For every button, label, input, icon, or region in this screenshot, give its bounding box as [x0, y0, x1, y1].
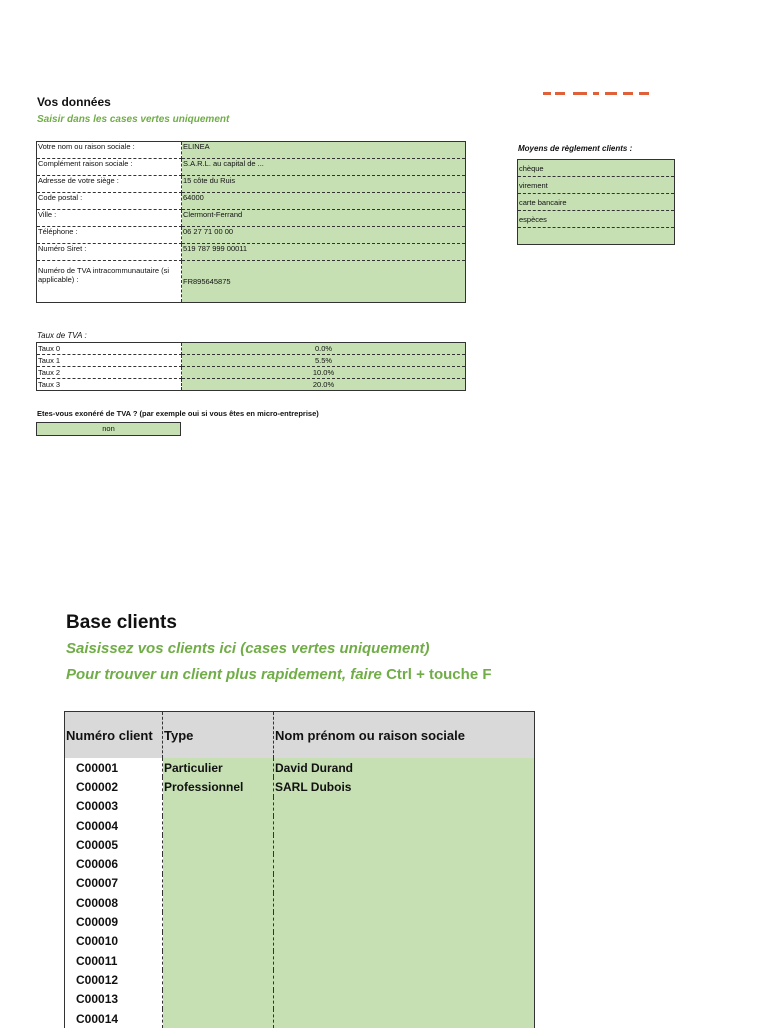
client-name-cell[interactable]	[274, 874, 535, 893]
data-label: Adresse de votre siège :	[37, 176, 182, 193]
client-type-cell[interactable]	[163, 893, 274, 912]
tva-rates-table	[36, 342, 466, 391]
client-number: C00004	[65, 816, 163, 835]
data-row	[37, 227, 466, 244]
tva-value-cell[interactable]: 0.0%	[182, 343, 466, 355]
client-number: C00011	[65, 951, 163, 970]
data-value-cell[interactable]: FR895645875	[182, 261, 466, 303]
header-type: Type	[163, 712, 274, 759]
client-name-cell[interactable]	[274, 797, 535, 816]
tva-row	[37, 379, 466, 391]
client-name-cell[interactable]: David Durand	[274, 758, 535, 777]
client-number: C00007	[65, 874, 163, 893]
data-value-cell[interactable]: 15 côte du Ruis	[182, 176, 466, 193]
data-value-cell[interactable]: Clermont-Ferrand	[182, 210, 466, 227]
data-label: Téléphone :	[37, 227, 182, 244]
tva-title: Taux de TVA :	[37, 331, 87, 340]
tva-row	[37, 355, 466, 367]
data-row	[37, 244, 466, 261]
tva-value-cell[interactable]: 5.5%	[182, 355, 466, 367]
client-type-cell[interactable]: Particulier	[163, 758, 274, 777]
client-name-cell[interactable]	[274, 835, 535, 854]
client-type-cell[interactable]	[163, 854, 274, 873]
client-number: C00010	[65, 932, 163, 951]
payment-title: Moyens de règlement clients :	[518, 144, 633, 153]
data-value-cell[interactable]: S.A.R.L. au capital de ...	[182, 159, 466, 176]
client-name-cell[interactable]	[274, 893, 535, 912]
client-type-cell[interactable]	[163, 835, 274, 854]
section-title: Vos données	[37, 95, 111, 109]
client-row	[65, 912, 535, 931]
client-name-cell[interactable]	[274, 854, 535, 873]
tva-label: Taux 3	[37, 379, 182, 391]
client-type-cell[interactable]	[163, 932, 274, 951]
client-number: C00008	[65, 893, 163, 912]
client-name-cell[interactable]	[274, 990, 535, 1009]
tva-value-cell[interactable]: 20.0%	[182, 379, 466, 391]
data-value-cell[interactable]: 64000	[182, 193, 466, 210]
client-number: C00006	[65, 854, 163, 873]
payment-method-cell[interactable]	[518, 228, 675, 245]
tva-label: Taux 0	[37, 343, 182, 355]
client-name-cell[interactable]: SARL Dubois	[274, 777, 535, 796]
search-hint-keys: Ctrl + touche F	[386, 666, 492, 683]
client-number: C00012	[65, 970, 163, 989]
data-row	[37, 210, 466, 227]
data-label: Ville :	[37, 210, 182, 227]
data-row	[37, 159, 466, 176]
clients-search-hint	[66, 666, 492, 683]
data-label: Complément raison sociale :	[37, 159, 182, 176]
section-subtitle: Saisir dans les cases vertes uniquement	[37, 114, 230, 125]
payment-row	[518, 160, 675, 177]
client-row	[65, 874, 535, 893]
data-value-cell[interactable]: 06 27 71 00 00	[182, 227, 466, 244]
tva-label: Taux 1	[37, 355, 182, 367]
data-row	[37, 193, 466, 210]
data-label: Numéro Siret :	[37, 244, 182, 261]
logo-fragment	[543, 92, 649, 98]
exoneration-answer-cell[interactable]: non	[36, 422, 181, 436]
client-name-cell[interactable]	[274, 970, 535, 989]
search-hint-text: Pour trouver un client plus rapidement, faire	[66, 666, 387, 683]
client-type-cell[interactable]	[163, 951, 274, 970]
payment-methods-table	[517, 159, 675, 245]
data-row	[37, 261, 466, 303]
company-data-table	[36, 141, 466, 303]
data-label: Numéro de TVA intracommunautaire (si applicable) :	[37, 261, 182, 303]
client-type-cell[interactable]	[163, 874, 274, 893]
client-number: C00003	[65, 797, 163, 816]
payment-method-cell[interactable]: espèces	[518, 211, 675, 228]
client-type-cell[interactable]	[163, 970, 274, 989]
client-number: C00005	[65, 835, 163, 854]
tva-value-cell[interactable]: 10.0%	[182, 367, 466, 379]
payment-row	[518, 211, 675, 228]
payment-method-cell[interactable]: virement	[518, 177, 675, 194]
client-name-cell[interactable]	[274, 816, 535, 835]
clients-table	[64, 711, 535, 1028]
client-type-cell[interactable]	[163, 797, 274, 816]
client-number: C00014	[65, 1009, 163, 1028]
payment-row	[518, 194, 675, 211]
client-number: C00009	[65, 912, 163, 931]
client-row	[65, 777, 535, 796]
client-row	[65, 1009, 535, 1028]
client-type-cell[interactable]	[163, 990, 274, 1009]
client-type-cell[interactable]	[163, 912, 274, 931]
tva-row	[37, 367, 466, 379]
data-row	[37, 176, 466, 193]
client-row	[65, 816, 535, 835]
data-label: Votre nom ou raison sociale :	[37, 142, 182, 159]
header-client-number: Numéro client	[65, 712, 163, 759]
client-row	[65, 854, 535, 873]
client-number: C00002	[65, 777, 163, 796]
client-row	[65, 990, 535, 1009]
client-type-cell[interactable]: Professionnel	[163, 777, 274, 796]
client-type-cell[interactable]	[163, 816, 274, 835]
client-row	[65, 797, 535, 816]
client-name-cell[interactable]	[274, 932, 535, 951]
client-name-cell[interactable]	[274, 1009, 535, 1028]
clients-subtitle: Saisissez vos clients ici (cases vertes uniquement)	[66, 640, 430, 657]
data-label: Code postal :	[37, 193, 182, 210]
tva-row	[37, 343, 466, 355]
payment-method-cell[interactable]: chèque	[518, 160, 675, 177]
data-value-cell[interactable]: 519 787 999 00011	[182, 244, 466, 261]
tva-label: Taux 2	[37, 367, 182, 379]
client-number: C00013	[65, 990, 163, 1009]
data-value-cell[interactable]: ELINEA	[182, 142, 466, 159]
client-name-cell[interactable]	[274, 912, 535, 931]
client-row	[65, 893, 535, 912]
client-name-cell[interactable]	[274, 951, 535, 970]
client-row	[65, 970, 535, 989]
client-number: C00001	[65, 758, 163, 777]
payment-row	[518, 177, 675, 194]
header-name: Nom prénom ou raison sociale	[274, 712, 535, 759]
clients-title: Base clients	[66, 612, 177, 633]
exoneration-question: Etes-vous exonéré de TVA ? (par exemple oui si vous êtes en micro-entreprise)	[37, 409, 319, 418]
client-row	[65, 835, 535, 854]
client-type-cell[interactable]	[163, 1009, 274, 1028]
client-row	[65, 951, 535, 970]
client-row	[65, 932, 535, 951]
data-row	[37, 142, 466, 159]
payment-row	[518, 228, 675, 245]
payment-method-cell[interactable]: carte bancaire	[518, 194, 675, 211]
client-row	[65, 758, 535, 777]
